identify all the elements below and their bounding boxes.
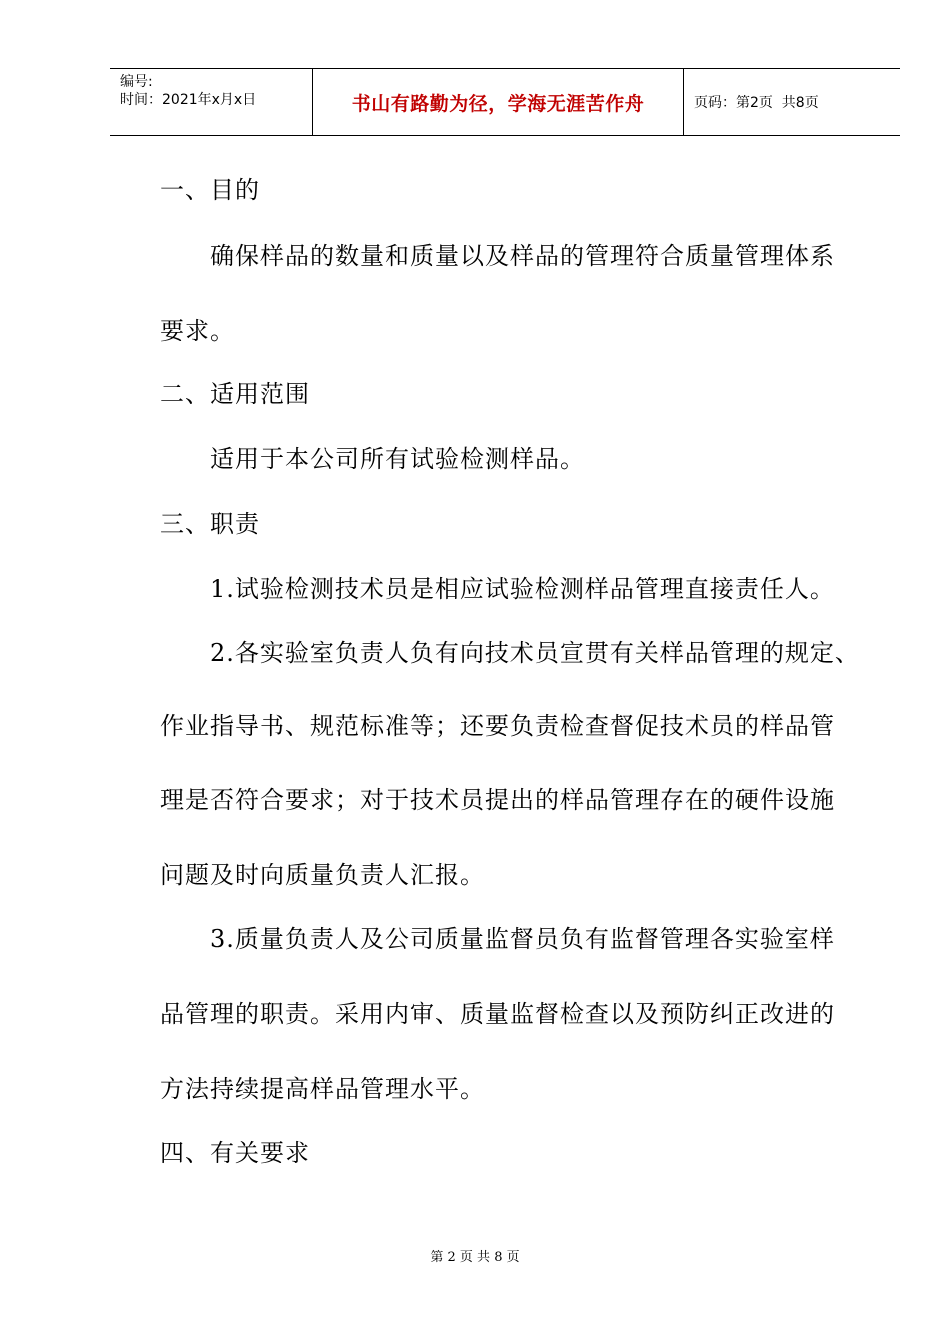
paragraph-line: 问题及时向质量负责人汇报。: [160, 861, 485, 889]
paragraph-line: 理是否符合要求；对于技术员提出的样品管理存在的硬件设施: [160, 786, 835, 814]
header-meta: [110, 69, 312, 135]
document-date: 时间：2021年x月x日: [120, 92, 257, 108]
paragraph-line: 方法持续提高样品管理水平。: [160, 1075, 485, 1103]
section-heading-requirements: 四、有关要求: [160, 1139, 310, 1167]
section-heading-purpose: 一、目的: [160, 176, 260, 204]
page-footer: 第 2 页 共 8 页: [430, 1250, 520, 1265]
paragraph-line: 2.各实验室负责人负有向技术员宣贯有关样品管理的规定、: [210, 639, 860, 667]
header-motto: 书山有路勤为径，学海无涯苦作舟: [351, 92, 645, 115]
document-number-label: 编号:: [120, 74, 153, 90]
paragraph-line: 确保样品的数量和质量以及样品的管理符合质量管理体系: [210, 242, 835, 270]
paragraph-line: 3.质量负责人及公司质量监督员负有监督管理各实验室样: [210, 925, 835, 953]
paragraph-line: 1.试验检测技术员是相应试验检测样品管理直接责任人。: [210, 575, 835, 603]
page-header: [110, 68, 900, 136]
paragraph-line: 作业指导书、规范标准等；还要负责检查督促技术员的样品管: [160, 712, 835, 740]
section-heading-scope: 二、适用范围: [160, 380, 310, 408]
paragraph-line: 品管理的职责。采用内审、质量监督检查以及预防纠正改进的: [160, 1000, 835, 1028]
header-page-cell: [684, 69, 900, 135]
paragraph-line: 要求。: [160, 317, 235, 345]
header-page-info: 页码：第2页 共8页: [694, 95, 819, 111]
header-motto-cell: [312, 69, 684, 135]
section-heading-responsibilities: 三、职责: [160, 510, 260, 538]
paragraph-line: 适用于本公司所有试验检测样品。: [210, 445, 585, 473]
